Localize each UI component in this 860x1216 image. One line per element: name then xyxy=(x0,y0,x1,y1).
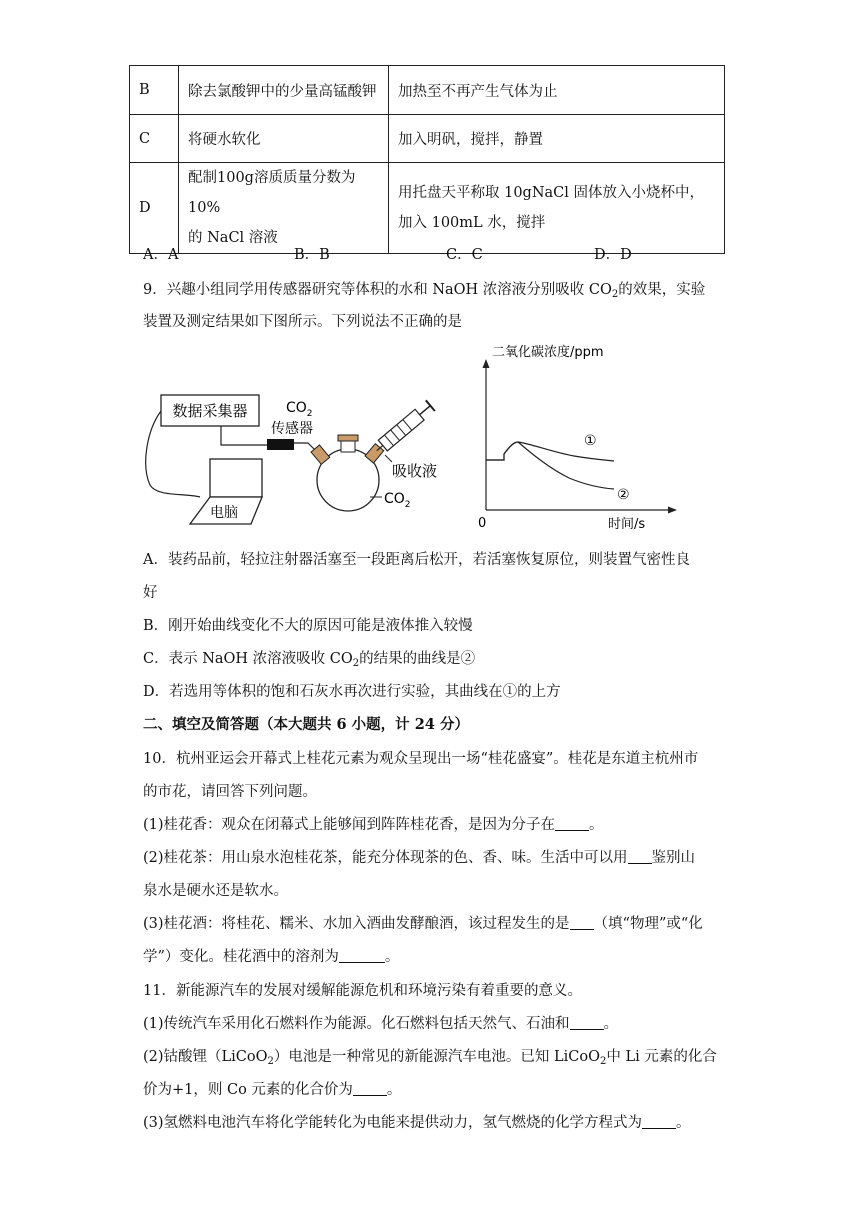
x-axis-arrow xyxy=(668,507,677,514)
q11-stem: 11．新能源汽车的发展对缓解能源危机和环境污染有着重要的意义。 xyxy=(143,983,582,999)
q10-stem-line2: 的市花，请回答下列问题。 xyxy=(143,784,317,800)
option-method xyxy=(389,163,725,254)
option-method: 加热至不再产生气体为止 xyxy=(389,66,725,115)
collector-label: 数据采集器 xyxy=(172,402,248,420)
q9-option-a-line1: A．装药品前，轻拉注射器活塞至一段距离后松开，若活塞恢复原位，则装置气密性良 xyxy=(143,552,690,568)
computer-label: 电脑 xyxy=(210,505,238,521)
sensor-label-l2: 传感器 xyxy=(271,421,313,437)
q9-option-d: D．若选用等体积的饱和石灰水再次进行实验，其曲线在①的上方 xyxy=(143,684,561,700)
q11-part2-line1: (2)钴酸锂（LiCoO$_2$）电池是一种常见的新能源汽车电池。已知 LiCoO$_2$中 Li 元素的化合 xyxy=(143,1049,717,1067)
sensor-label-l1: $CO_2$ xyxy=(286,400,313,419)
choice-c: C．C xyxy=(446,247,483,263)
option-purpose xyxy=(179,163,389,254)
laptop-screen xyxy=(210,459,262,497)
option-method: 加入明矾，搅拌，静置 xyxy=(389,115,725,163)
sensor-probe xyxy=(267,439,294,450)
curve-2 xyxy=(486,442,614,489)
option-letter: B xyxy=(130,66,179,115)
q10-stem-line1: 10．杭州亚运会开幕式上桂花元素为观众呈现出一场“桂花盛宴”。桂花是东道主杭州市 xyxy=(143,751,699,767)
answer-blank xyxy=(628,849,652,864)
purpose-line: 的 NaCl 溶液 xyxy=(188,230,278,246)
q10-part1: (1)桂花香：观众在闭幕式上能够闻到阵阵桂花香，是因为分子在 。 xyxy=(143,817,604,833)
origin-label: 0 xyxy=(478,516,487,531)
method-line: 用托盘天平称取 10gNaCl 固体放入小烧杯中， xyxy=(398,185,705,201)
options-table xyxy=(129,65,725,254)
answer-blank xyxy=(570,915,594,930)
curve-2-label: ② xyxy=(617,487,630,503)
answer-blank xyxy=(555,816,589,831)
q9-option-b: B．刚开始曲线变化不大的原因可能是液体推入较慢 xyxy=(143,618,473,634)
answer-blank xyxy=(642,1114,676,1129)
q10-part3-line2: 学”）变化。桂花酒中的溶剂为 。 xyxy=(143,949,400,965)
q10-part2-line1: (2)桂花茶：用山泉水泡桂花茶，能充分体现茶的色、香、味。生活中可以用 鉴别山 xyxy=(143,850,696,866)
q10-part2-line2: 泉水是硬水还是软水。 xyxy=(143,883,288,899)
answer-blank xyxy=(570,1015,604,1030)
answer-blank xyxy=(353,1081,387,1096)
choice-d: D．D xyxy=(594,247,632,263)
syringe xyxy=(372,400,435,456)
option-purpose: 除去氯酸钾中的少量高锰酸钾 xyxy=(179,66,389,115)
y-axis-label: 二氧化碳浓度/ppm xyxy=(492,345,604,360)
q9-stem-line2: 装置及测定结果如下图所示。下列说法不正确的是 xyxy=(143,314,462,330)
q11-part3: (3)氢燃料电池汽车将化学能转化为电能来提供动力，氢气燃烧的化学方程式为 。 xyxy=(143,1115,691,1131)
q9-stem-line1: 9．兴趣小组同学用传感器研究等体积的水和 NaOH 浓溶液分别吸收 $CO_2$的效果，实验 xyxy=(143,282,706,300)
q11-part2-line2: 价为+1，则 Co 元素的化合价为 。 xyxy=(143,1082,402,1098)
co2-concentration-chart xyxy=(474,342,684,532)
section-heading: 二、填空及简答题（本大题共 6 小题，计 24 分） xyxy=(143,716,469,733)
center-stopper xyxy=(338,435,358,441)
x-axis-label: 时间/s xyxy=(608,517,646,532)
y-axis-arrow xyxy=(483,359,490,368)
choice-b: B．B xyxy=(294,247,330,263)
absorbent-label: 吸收液 xyxy=(392,462,438,480)
table-row xyxy=(130,115,725,163)
option-purpose: 将硬水软化 xyxy=(179,115,389,163)
absorbent-pointer xyxy=(385,455,392,462)
table-row xyxy=(130,163,725,254)
choice-a: A．A xyxy=(143,247,179,263)
gas-label: $CO_2$ xyxy=(384,491,411,510)
option-letter: D xyxy=(130,163,179,254)
q11-part1: (1)传统汽车采用化石燃料作为能源。化石燃料包括天然气、石油和 。 xyxy=(143,1016,619,1032)
option-letter: C xyxy=(130,115,179,163)
curve-1-label: ① xyxy=(584,433,597,449)
cable-to-sensor xyxy=(221,426,268,445)
q10-part3-line1: (3)桂花酒：将桂花、糯米、水加入酒曲发酵酿酒，该过程发生的是 （填“物理”或“化 xyxy=(143,916,703,932)
table-row xyxy=(130,66,725,115)
answer-blank xyxy=(339,948,385,963)
q9-option-a-line2: 好 xyxy=(143,585,158,601)
q9-option-c: C．表示 NaOH 浓溶液吸收 $CO_2$的结果的曲线是② xyxy=(143,651,476,669)
purpose-line: 配制100g溶质质量分数为10% xyxy=(188,170,356,216)
apparatus-diagram xyxy=(145,385,455,535)
method-line: 加入 100mL 水，搅拌 xyxy=(398,215,546,231)
